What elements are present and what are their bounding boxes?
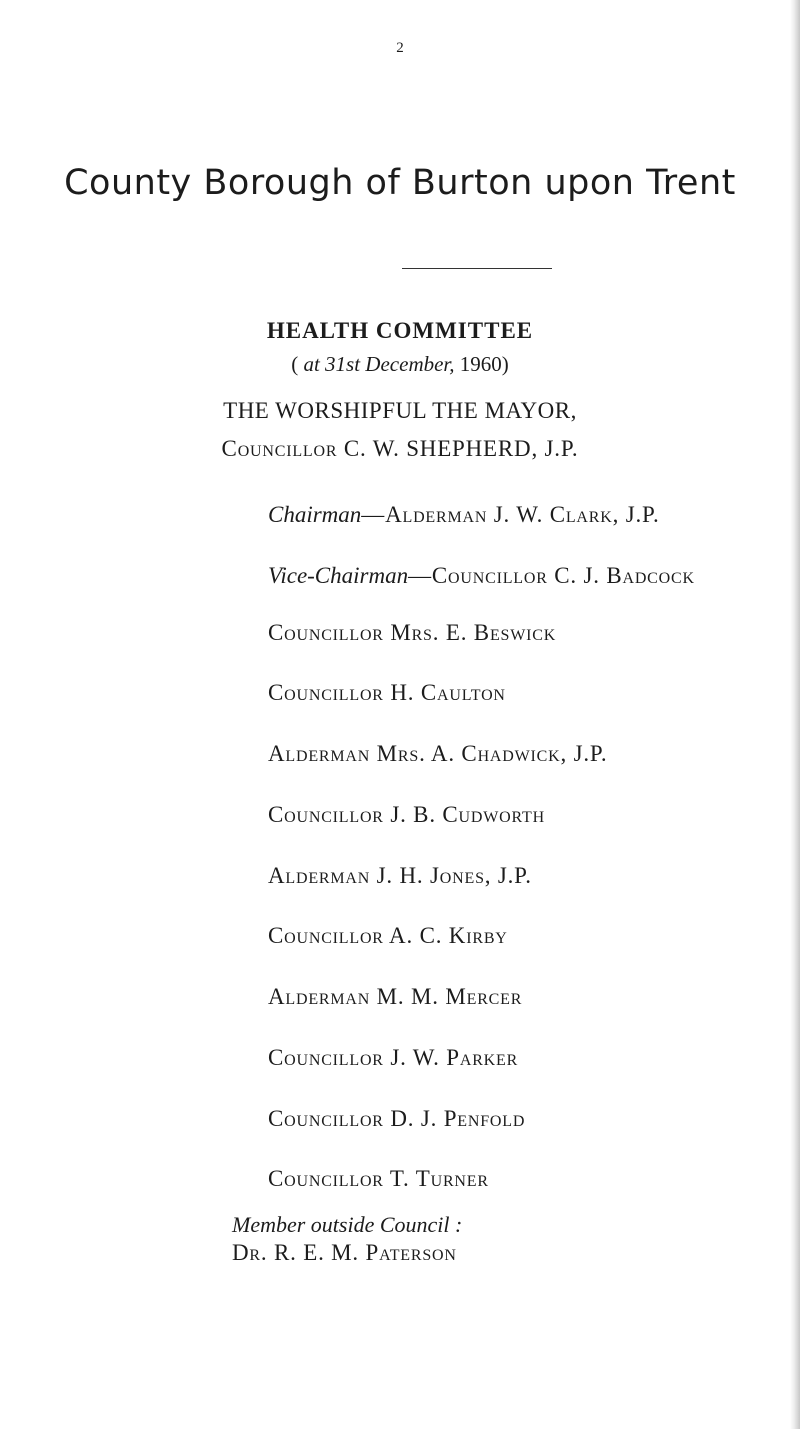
committee-date (0, 352, 800, 377)
mayor-name-text: Councillor C. W. SHEPHERD, J.P. (221, 436, 579, 461)
member-item: Councillor D. J. Penfold (268, 1106, 526, 1131)
chairman-line (268, 502, 660, 528)
outside-member-name: Dr. R. E. M. Paterson (232, 1240, 457, 1265)
page-edge-shadow (790, 0, 800, 1429)
member-item: Councillor H. Caulton (268, 680, 506, 705)
member-item: Councillor Mrs. E. Beswick (268, 620, 557, 645)
chairman-role: Chairman (268, 502, 362, 527)
vice-chairman-role: Vice-Chairman (268, 563, 409, 588)
outside-member-label: Member outside Council : (232, 1212, 463, 1237)
chairman-name: —Alderman J. W. Clark, J.P. (361, 502, 660, 527)
divider-rule (402, 268, 552, 269)
document-title: County Borough of Burton upon Trent (64, 163, 736, 203)
member-item: Councillor J. W. Parker (268, 1045, 519, 1070)
page-number: 2 (396, 40, 404, 56)
mayor-name (0, 436, 800, 462)
member-item: Councillor A. C. Kirby (268, 923, 508, 948)
committee-heading: HEALTH COMMITTEE (266, 318, 534, 343)
mayor-title: THE WORSHIPFUL THE MAYOR, (223, 398, 577, 423)
member-item: Alderman J. H. Jones, J.P. (268, 863, 532, 888)
vice-chairman-line (268, 563, 695, 589)
member-item: Councillor J. B. Cudworth (268, 802, 545, 827)
member-item: Alderman Mrs. A. Chadwick, J.P. (268, 741, 608, 766)
date-year: 1960) (459, 352, 509, 376)
member-item: Alderman M. M. Mercer (268, 984, 523, 1009)
vice-chairman-name: —Councillor C. J. Badcock (408, 563, 695, 588)
member-item: Councillor T. Turner (268, 1166, 489, 1191)
date-open-paren: ( (291, 352, 299, 376)
date-italic: at 31st December, (303, 352, 455, 376)
